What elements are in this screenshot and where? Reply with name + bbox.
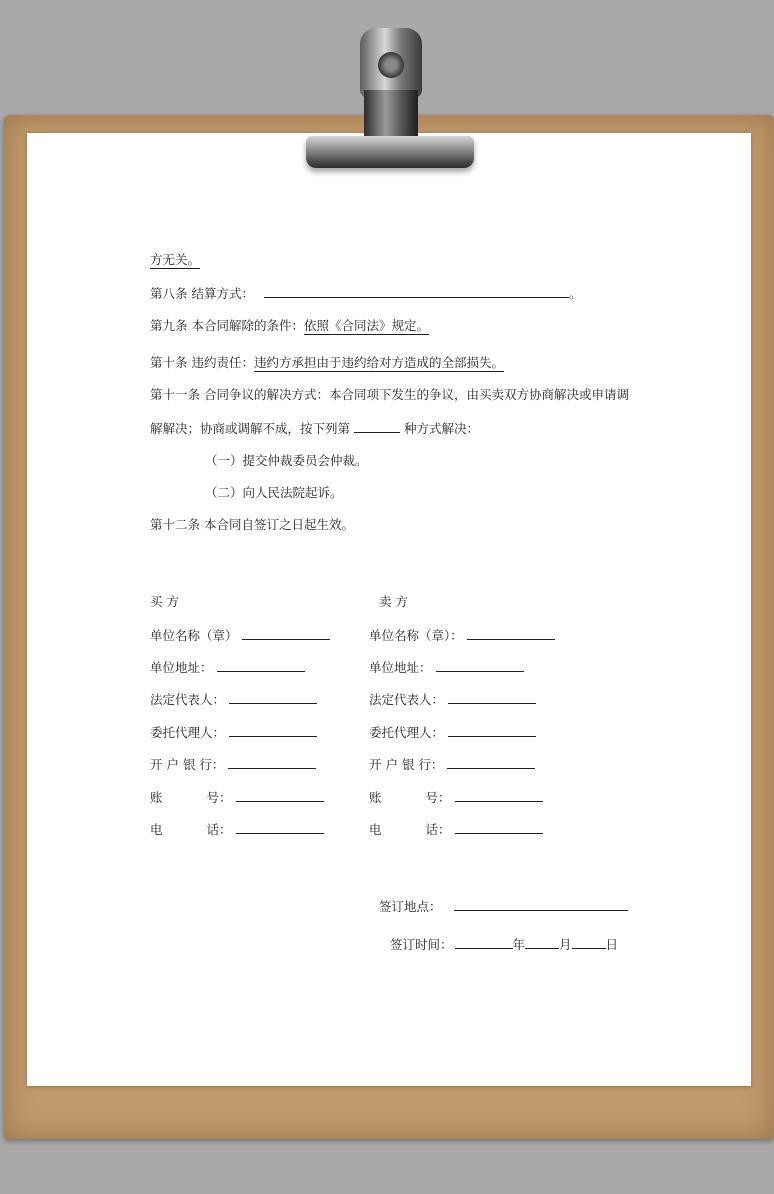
- option-1: （一）提交仲裁委员会仲裁。: [205, 453, 368, 468]
- seller-heading: 卖 方: [379, 594, 408, 609]
- option-2: （二）向人民法院起诉。: [205, 485, 343, 500]
- sign-place-field: 签订地点：: [379, 898, 628, 915]
- binder-clip-icon: [306, 28, 474, 178]
- buyer-bank-field: 开 户 银 行：: [150, 756, 316, 773]
- seller-bank-field: 开 户 银 行：: [369, 756, 535, 773]
- buyer-agent-field: 委托代理人：: [150, 724, 317, 741]
- buyer-name-field: 单位名称（章）: [150, 627, 330, 644]
- buyer-legal-field: 法定代表人：: [150, 691, 317, 708]
- article-11-cont: 解解决；协商或调解不成，按下列第 种方式解决：: [150, 421, 480, 436]
- article-11: 第十一条 合同争议的解决方式：本合同项下发生的争议，由买卖双方协商解决或申请调: [150, 387, 629, 402]
- seller-legal-field: 法定代表人：: [369, 691, 536, 708]
- seller-account-field: 账 号：: [369, 789, 543, 806]
- seller-address-field: 单位地址：: [369, 659, 524, 676]
- article-12: 第十二条 本合同自签订之日起生效。: [150, 517, 354, 532]
- article-10: 第十条 违约责任：违约方承担由于违约给对方造成的全部损失。: [150, 355, 504, 370]
- text-line-1: 方无关。: [150, 252, 201, 267]
- sign-time-field: 签订时间： 年 月 日: [390, 937, 619, 952]
- buyer-heading: 买 方: [150, 594, 179, 609]
- buyer-account-field: 账 号：: [150, 789, 324, 806]
- seller-name-field: 单位名称（章）：: [369, 627, 555, 644]
- seller-agent-field: 委托代理人：: [369, 724, 536, 741]
- buyer-phone-field: 电 话：: [150, 821, 324, 838]
- article-8: 第八条 结算方式： 。: [150, 286, 582, 301]
- article-9: 第九条 本合同解除的条件：依照《合同法》规定。: [150, 318, 429, 333]
- seller-phone-field: 电 话：: [369, 821, 543, 838]
- buyer-address-field: 单位地址：: [150, 659, 305, 676]
